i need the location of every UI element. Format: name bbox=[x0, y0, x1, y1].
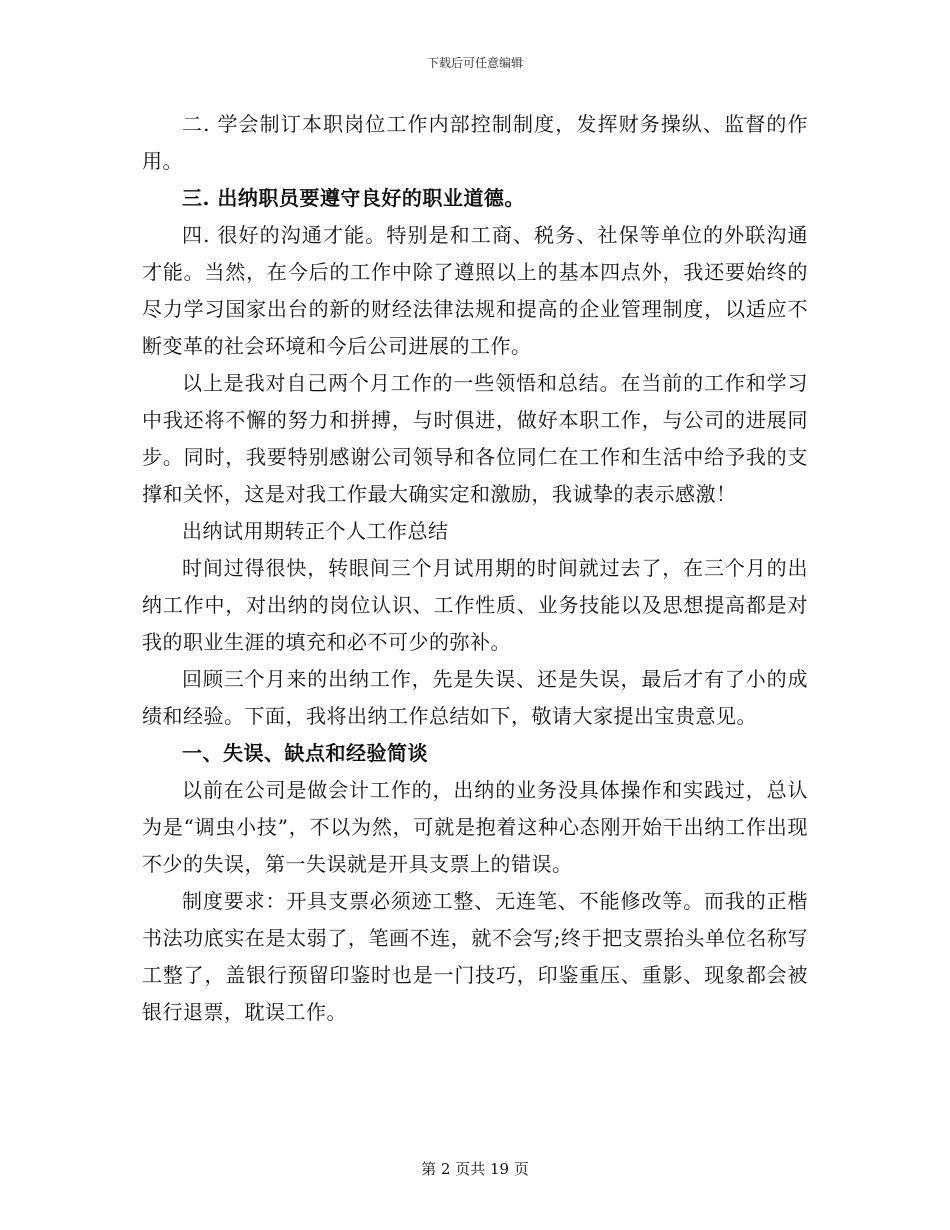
paragraph-intro: 时间过得很快，转眼间三个月试用期的时间就过去了，在三个月的出纳工作中，对出纳的岗位认识、工作性质、业务技能以及思想提高都是对我的职业生涯的填充和必不可少的弥补。 bbox=[142, 556, 808, 654]
heading-1: 一、失误、缺点和经验简谈 bbox=[182, 741, 428, 765]
paragraph-1: 二. 学会制订本职岗位工作内部控制制度，发挥财务操纵、监督的作用。 bbox=[142, 112, 808, 173]
paragraph-mistakes: 以前在公司是做会计工作的，出纳的业务没具体操作和实践过，总认为是“调虫小技”，不以为然，可就是抱着这种心态刚开始干出纳工作出现不少的失误，第一失误就是开具支票上的错误。 bbox=[142, 778, 808, 876]
paragraph-summary: 以上是我对自己两个月工作的一些领悟和总结。在当前的工作和学习中我还将不懈的努力和拼搏，与时俱进，做好本职工作，与公司的进展同步。同时，我要特别感谢公司领导和各位同仁在工作和生活中给予我的支撑和关怀，这是对我工作最大确实定和激励，我诚挚的表示感激！ bbox=[142, 371, 808, 506]
section-title: 出纳试用期转正个人工作总结 bbox=[182, 519, 449, 543]
paragraph-review: 回顾三个月来的出纳工作，先是失误、还是失误，最后才有了小的成绩和经验。下面，我将出纳工作总结如下，敬请大家提出宝贵意见。 bbox=[142, 667, 808, 728]
page-header: 下载后可任意编辑 bbox=[426, 56, 523, 70]
paragraph-4: 四. 很好的沟通才能。特别是和工商、税务、社保等单位的外联沟通才能。当然，在今后的工作中除了遵照以上的基本四点外，我还要始终的尽力学习国家出台的新的财经法律法规和提高的企业管理制度，以适应不断变革的社会环境和今后公司进展的工作。 bbox=[142, 223, 808, 358]
paragraph-rules: 制度要求：开具支票必须迹工整、无连笔、不能修改等。而我的正楷书法功底实在是太弱了，笔画不连，就不会写;终于把支票抬头单位名称写工整了，盖银行预留印鉴时也是一门技巧，印鉴重压、重影、现象都会被银行退票，耽误工作。 bbox=[142, 889, 808, 1024]
heading-3: 三. 出纳职员要遵守良好的职业道德。 bbox=[182, 186, 525, 210]
document-body bbox=[142, 106, 808, 1031]
page-footer: 第 2 页共 19 页 bbox=[421, 1160, 529, 1178]
